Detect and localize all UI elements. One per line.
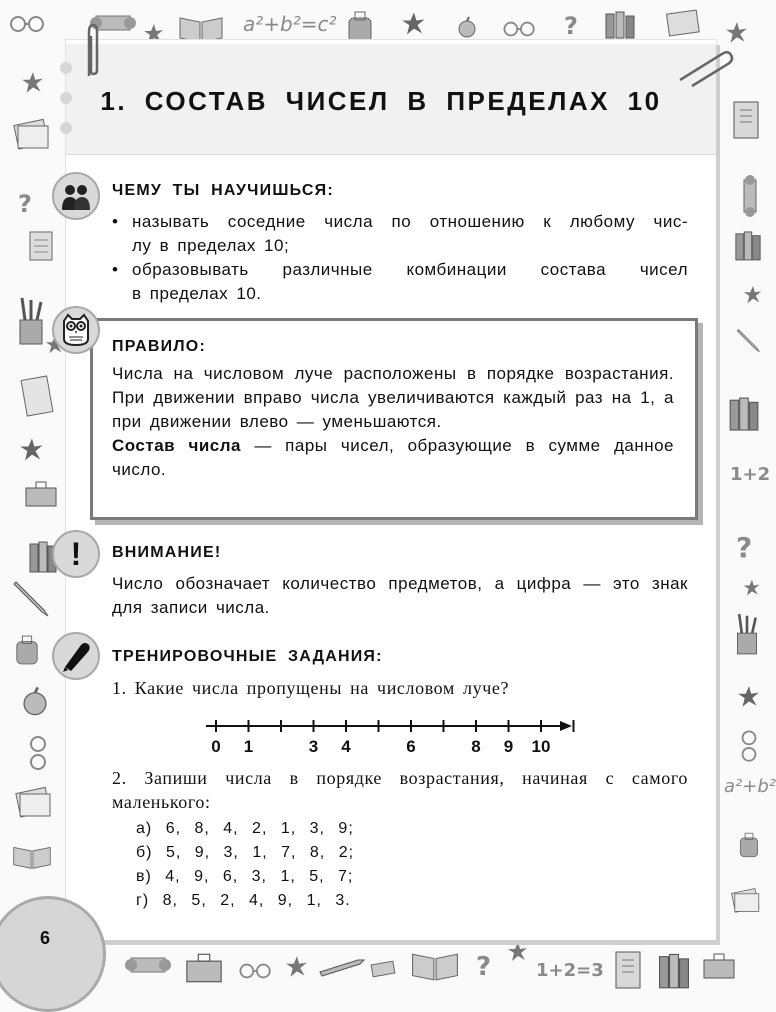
question-mark-icon: ? <box>736 531 753 564</box>
rule-term: Состав числа <box>112 436 241 455</box>
exclamation-icon: ! <box>70 535 82 572</box>
sum-doodle: 1+2 <box>730 464 771 485</box>
papers-icon <box>14 786 54 820</box>
pencil-icon <box>736 320 762 360</box>
scroll-icon <box>118 950 178 980</box>
apple-icon <box>20 686 50 716</box>
sequence-label: г) <box>136 892 150 909</box>
list-item-line: образовывать различные комбинации состава чисел <box>132 260 688 279</box>
number-line-label: 4 <box>341 737 351 756</box>
sequence-row <box>136 866 353 888</box>
scroll-icon <box>738 176 762 216</box>
students-icon <box>60 182 92 210</box>
pencil-cup-icon <box>734 610 760 658</box>
sequence-label: а) <box>136 820 153 837</box>
sequence-label: б) <box>136 844 153 861</box>
backpack-icon <box>14 634 40 666</box>
number-line-label: 9 <box>503 737 514 756</box>
number-line-label: 8 <box>471 737 481 756</box>
briefcase-icon <box>184 952 224 984</box>
number-line-label: 0 <box>211 737 221 756</box>
formula-doodle: a²+b²=c² <box>243 12 337 36</box>
question-mark-icon: ? <box>564 12 578 40</box>
pencil-icon <box>318 956 366 978</box>
books-icon <box>604 10 638 40</box>
rule-definition <box>112 434 674 482</box>
section-icon-rule <box>52 306 100 354</box>
glasses-icon <box>236 960 276 982</box>
papers-icon <box>730 884 762 918</box>
glasses-icon <box>738 728 760 766</box>
task-2-text: 2. Запиши числа в порядке возрастания, начиная с самого маленького: <box>112 768 688 812</box>
ink-splash-icon <box>742 578 762 598</box>
books-icon <box>734 228 762 262</box>
page-number-badge <box>0 896 106 1012</box>
question-mark-icon: ? <box>18 190 32 218</box>
pencil-icon <box>12 578 52 618</box>
learn-heading: ЧЕМУ ТЫ НАУЧИШЬСЯ: <box>112 182 334 199</box>
section-icon-learn <box>52 172 100 220</box>
number-line-arrow <box>560 721 572 731</box>
notebook-icon <box>612 950 644 990</box>
glasses-icon <box>500 18 540 40</box>
section-icon-attention <box>52 530 100 578</box>
number-line-label: 10 <box>531 737 551 756</box>
ink-splash-icon <box>506 940 530 964</box>
sequence-label: в) <box>136 868 152 885</box>
ink-splash-icon <box>284 954 310 980</box>
books-icon <box>728 388 760 438</box>
apple-icon <box>456 16 478 38</box>
training-heading: ТРЕНИРОВОЧНЫЕ ЗАДАНИЯ: <box>112 648 383 665</box>
number-line <box>200 710 580 760</box>
backpack-icon <box>346 10 374 44</box>
sequence-values: 8, 5, 2, 4, 9, 1, 3. <box>162 892 351 909</box>
list-item <box>112 258 688 306</box>
glasses-icon <box>26 734 50 774</box>
ink-splash-icon <box>18 436 46 464</box>
open-book-icon <box>410 950 460 982</box>
page-number: 6 <box>40 928 51 948</box>
number-line-label: 1 <box>243 737 254 756</box>
number-line-labels <box>211 737 550 756</box>
task-1-text: 1. Какие числа пропущены на числовом луче? <box>112 678 510 698</box>
briefcase-icon <box>24 480 58 508</box>
page-title: 1. СОСТАВ ЧИСЕЛ В ПРЕДЕЛАХ 10 <box>100 86 662 116</box>
notebook-icon <box>28 230 54 262</box>
attention-text: Число обозначает количество предметов, а цифра — это знак для записи числа. <box>112 574 688 617</box>
sequence-row <box>136 890 351 912</box>
section-icon-training <box>52 632 100 680</box>
papers-icon <box>12 118 52 152</box>
glasses-icon <box>8 12 48 36</box>
backpack-icon <box>738 830 760 860</box>
number-line-label: 6 <box>406 737 416 756</box>
ink-splash-icon <box>400 10 428 38</box>
sum-doodle: 1+2=3 <box>536 960 604 981</box>
sequence-row <box>136 842 354 864</box>
rule-definition-text: — пары чисел, образующие в сумме данное число. <box>112 436 675 479</box>
paper-clip-icon <box>84 22 102 87</box>
rule-paragraph: Числа на числовом луче расположены в порядке возрастания. При движении вправо числа увеличиваются каждый раз на 1, а при движении влево — уменьшаются. <box>112 364 674 431</box>
list-item-line: лу в пределах 10; <box>132 236 290 255</box>
notebook-icon <box>666 10 700 38</box>
sequence-values: 4, 9, 6, 3, 1, 5, 7; <box>165 868 354 885</box>
ink-splash-icon <box>742 284 764 306</box>
question-mark-icon: ? <box>476 952 492 982</box>
formula-doodle: a²+b² <box>724 776 776 797</box>
rule-text <box>112 362 674 482</box>
list-item-line: называть соседние числа по отношению к любому чис- <box>132 212 688 231</box>
ink-splash-icon <box>736 684 762 710</box>
sequence-row <box>136 818 354 840</box>
learn-list <box>112 210 688 306</box>
list-item <box>112 210 688 258</box>
owl-icon <box>60 313 92 347</box>
briefcase-icon <box>702 952 736 980</box>
pen-icon <box>59 639 93 673</box>
rule-heading: ПРАВИЛО: <box>112 338 206 355</box>
number-line-label: 3 <box>308 737 319 756</box>
eraser-icon <box>370 960 396 978</box>
list-item-line: в пределах 10. <box>132 284 262 303</box>
books-icon <box>656 950 692 990</box>
sequence-values: 5, 9, 3, 1, 7, 8, 2; <box>165 844 355 861</box>
open-book-icon <box>12 842 52 872</box>
attention-heading: ВНИМАНИЕ! <box>112 544 222 561</box>
sequence-values: 6, 8, 4, 2, 1, 3, 9; <box>165 820 354 837</box>
ink-splash-icon <box>724 20 750 46</box>
notebook-icon <box>22 376 52 416</box>
pencil-cup-icon <box>16 296 46 346</box>
